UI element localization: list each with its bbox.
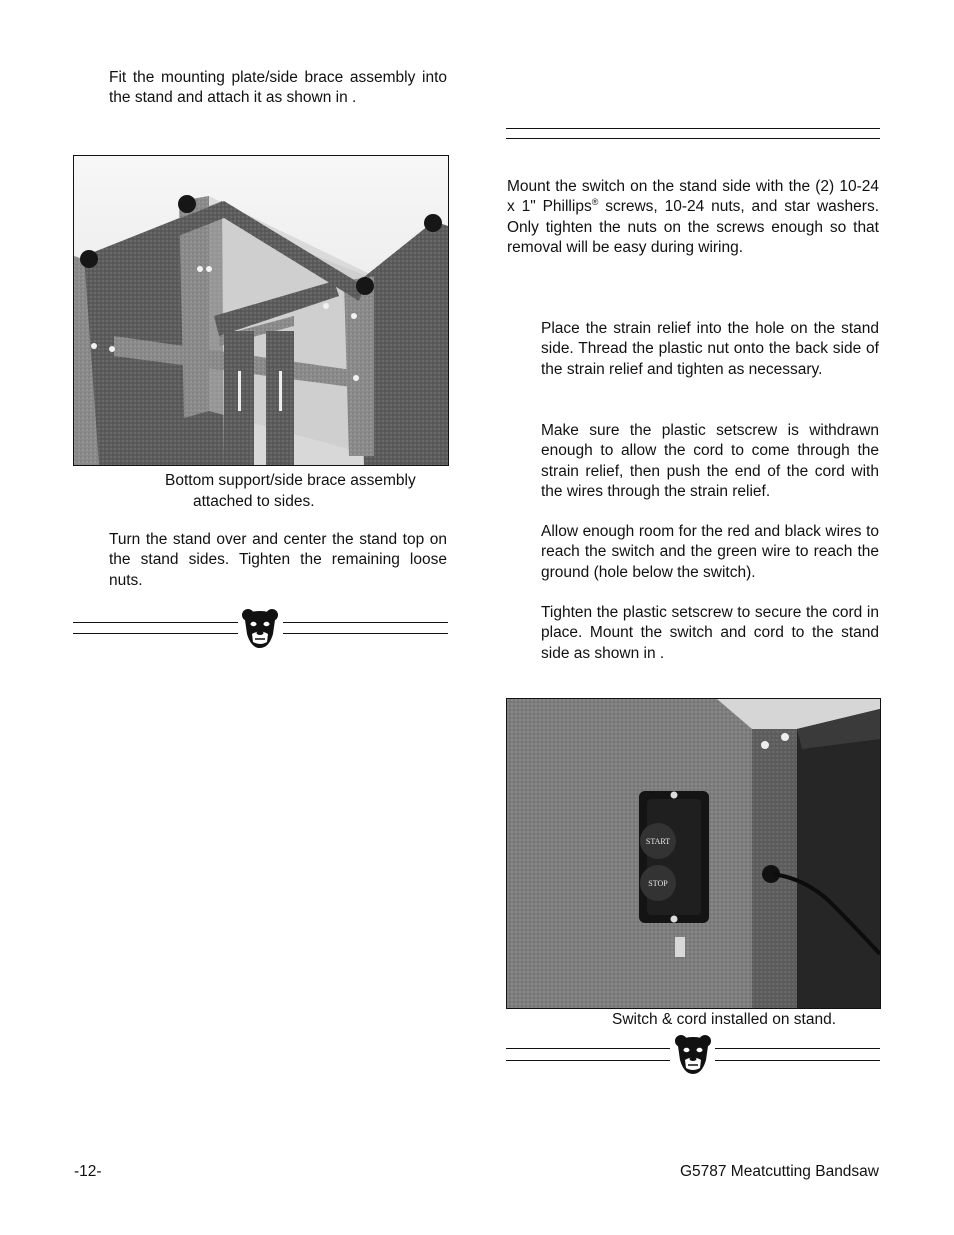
right-step-3: Allow enough room for the red and black wires to reach the switch and the green wire to reach the ground (hole below the switch). bbox=[541, 523, 879, 581]
right-divider-rule-b bbox=[506, 1060, 670, 1061]
figure-1-caption-line-2: attached to sides. bbox=[193, 493, 315, 510]
right-divider-rule-d bbox=[715, 1060, 880, 1061]
registered-mark: ® bbox=[591, 197, 599, 208]
mount-text-a: Mount the switch on the stand side with the (2) 10-24 x 1" Phillips bbox=[507, 178, 879, 216]
page-number: -12- bbox=[74, 1163, 102, 1180]
switch-photo bbox=[506, 698, 881, 1009]
right-divider-rule-a bbox=[506, 1048, 670, 1049]
bear-head-icon bbox=[241, 608, 279, 655]
right-header-rule-a bbox=[506, 128, 880, 129]
left-step-1: Fit the mounting plate/side brace assembly into the stand and attach it as shown in . bbox=[109, 69, 447, 107]
right-step-4: Tighten the plastic setscrew to secure the cord in place. Mount the switch and cord to the stand side as shown in . bbox=[541, 604, 879, 662]
stand-assembly-photo bbox=[73, 155, 449, 466]
right-step-1: Place the strain relief into the hole on the stand side. Thread the plastic nut onto the back side of the strain relief and tighten as necessary. bbox=[541, 320, 879, 378]
manual-title: G5787 Meatcutting Bandsaw bbox=[679, 1163, 879, 1180]
mount-switch-paragraph bbox=[507, 177, 879, 259]
left-divider-rule-d bbox=[283, 633, 448, 634]
right-divider-rule-c bbox=[715, 1048, 880, 1049]
figure-2-caption: Switch & cord installed on stand. bbox=[612, 1011, 837, 1028]
start-button-label: START bbox=[645, 837, 671, 846]
right-header-rule-b bbox=[506, 138, 880, 139]
left-divider-rule-b bbox=[73, 633, 238, 634]
left-step-2: Turn the stand over and center the stand top on the stand sides. Tighten the remaining loose nuts. bbox=[109, 531, 447, 589]
mount-text-b: screws, 10-24 nuts, and star washers. Only tighten the nuts on the screws enough so that removal will be easy during wiring. bbox=[507, 198, 879, 257]
left-divider-rule-c bbox=[283, 622, 448, 623]
figure-1-caption-line-1: Bottom support/side brace assembly bbox=[165, 472, 416, 489]
left-divider-rule-a bbox=[73, 622, 238, 623]
right-step-2: Make sure the plastic setscrew is withdrawn enough to allow the cord to come through the strain relief, then push the end of the cord with the wires through the strain relief. bbox=[541, 422, 879, 501]
bear-head-icon bbox=[674, 1034, 712, 1081]
stop-button-label: STOP bbox=[648, 879, 668, 888]
